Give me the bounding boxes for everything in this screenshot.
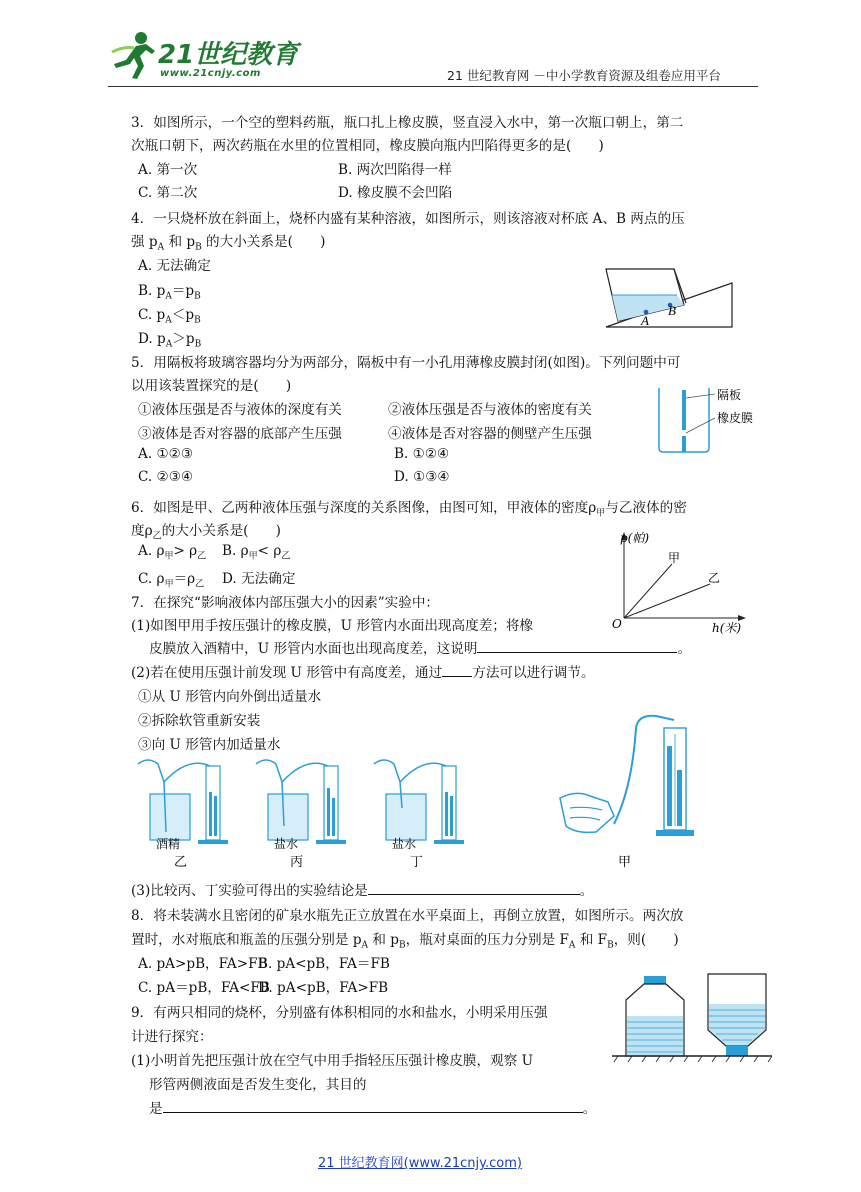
q7-option-2: ②拆除软管重新安装 [138,713,261,729]
q8-option-a: A. pA>pB，FA>FB [138,956,268,972]
q9-line2: 计进行探究： [131,1029,213,1045]
q6-origin-label: O [612,617,622,631]
q5-fig-label-partition: 隔板 [717,388,742,402]
q5-item-1: ①液体压强是否与液体的深度有关 [138,402,342,418]
footer-link[interactable]: 21 世纪教育网(www.21cnjy.com) [318,1156,522,1171]
q5-fig-label-membrane: 橡皮膜 [717,411,754,425]
q5-item-4: ④液体是否对容器的侧壁产生压强 [388,426,592,442]
q8-option-d: D. pA<pB，FA>FB [258,980,389,996]
q9-part1-blank[interactable] [163,1098,583,1113]
q4-option-a: A. 无法确定 [138,258,211,274]
q4-fig-label-a: A [641,313,649,328]
q9-part1-line3: 是 。 [149,1097,596,1117]
q6-series-yi-line [624,584,710,618]
q7-part3: (3)比较丙、丁实验可得出的实验结论是 。 [131,879,593,899]
q7-option-3: ③向 U 形管内加适量水 [138,737,281,753]
q6-option-a: A. $\rho_甲> \rho_乙$ [138,543,207,562]
header-right-text: 21 世纪教育网 －中小学教育资源及组卷应用平台 [447,68,721,83]
q5-item-2: ②液体压强是否与液体的密度有关 [388,402,592,418]
q5-item-3: ③液体是否对容器的底部产生压强 [138,426,342,442]
q3-option-d: D. 橡皮膜不会凹陷 [338,185,453,201]
logo-url: www.21cnjy.com [160,68,261,79]
q7-fig-liquid-3: 盐水 [392,837,417,851]
q5-option-b: B. ①②④ [394,446,450,462]
q7-fig-caption-ding: 丁 [410,855,424,870]
q7-apparatus-ding [374,760,464,870]
q7-fig-caption-yi: 乙 [174,855,188,870]
q9-part1-line1: (1)小明首先把压强计放在空气中用手指轻压压强计橡皮膜，观察 U [131,1053,534,1069]
q8-bottles-figure [612,970,772,1066]
q4-option-b: B. $p_A=p_B$ [138,283,201,302]
q5-option-d: D. ①③④ [394,469,450,485]
q6-pressure-depth-graph [612,528,752,638]
q8-option-c: C. pA＝pB，FA<FB [138,980,270,996]
q7-line1: 7．在探究“影响液体内部压强大小的因素”实验中： [131,595,440,611]
q9-line1: 9．有两只相同的烧杯，分别盛有体积相同的水和盐水，小明采用压强 [131,1005,548,1021]
q7-apparatus-jia [556,708,726,878]
q4-fig-label-b: B [668,303,676,318]
q6-line2: 度$\rho_乙$的大小关系是( ) [131,523,281,542]
q6-option-d: D. 无法确定 [222,571,296,587]
q7-fig-caption-jia: 甲 [618,855,632,870]
q3-option-a: A. 第一次 [138,162,198,178]
q6-series-jia-line [624,564,672,618]
q7-part3-blank[interactable] [368,880,580,895]
q6-axis-y-label: p(帕) [620,531,650,545]
q7-part2: (2)若在使用压强计前发现 U 形管中有高度差，通过 方法可以进行调节。 [131,661,595,681]
q3-option-c: C. 第二次 [138,185,198,201]
q5-container-figure [655,384,795,456]
q7-fig-liquid-2: 盐水 [274,837,299,851]
q4-line1: 4．一只烧杯放在斜面上，烧杯内盛有某种溶液，如图所示，则该溶液对杯底 A、B 两点的压 [131,211,685,227]
q4-line2: 强 $p_A$ 和 $p_B$ 的大小关系是( ) [131,234,326,253]
q5-line2: 以用该装置探究的是( ) [131,378,292,394]
q6-option-b: B. $\rho_甲< \rho_乙$ [222,543,291,562]
q9-part1-line2: 形管两侧液面是否发生变化，其目的 [149,1077,367,1093]
q7-fig-liquid-1: 酒精 [156,837,181,851]
q7-part1-line2: 皮膜放入酒精中，U 形管内水面也出现高度差，这说明 。 [149,637,691,657]
q3-line1: 3．如图所示，一个空的塑料药瓶，瓶口扎上橡皮膜，竖直浸入水中，第一次瓶口朝上，第二 [131,115,684,131]
q4-beaker-incline-figure [604,265,734,331]
q3-line2: 次瓶口朝下，两次药瓶在水里的位置相同，橡皮膜向瓶内凹陷得更多的是( ) [131,138,604,154]
q7-apparatus-yi [138,760,228,870]
q8-option-b: B. pA<pB，FA＝FB [258,956,390,972]
q8-line2: 置时，水对瓶底和瓶盖的压强分别是 $p_A$ 和 $p_B$，瓶对桌面的压力分别是 $F_A$ 和 $F_B$，则( ) [131,932,679,951]
q5-line1: 5．用隔板将玻璃容器均分为两部分，隔板中有一小孔用薄橡皮膜封闭(如图)。下列问题中可 [131,355,681,371]
q4-option-d: D. $p_A>p_B$ [138,331,202,350]
q7-part1-line1: (1)如图甲用手按压强计的橡皮膜，U 形管内水面出现高度差；将橡 [131,618,534,634]
q7-apparatus-bing [256,760,346,870]
logo-text: 21世纪教育 [158,40,299,70]
q7-option-1: ①从 U 形管内向外倒出适量水 [138,689,322,705]
header-rule [108,86,758,87]
q8-line1: 8．将未装满水且密闭的矿泉水瓶先正立放置在水平桌面上，再倒立放置，如图所示。两次放 [131,908,684,924]
q3-option-b: B. 两次凹陷得一样 [338,162,452,178]
q5-option-a: A. ①②③ [138,446,194,462]
q6-axis-x-label: h(米) [712,621,742,635]
q6-option-c: C. $\rho_甲=\rho_乙$ [138,571,205,590]
q4-option-c: C. $p_A<p_B$ [138,307,201,326]
q6-series-yi-label: 乙 [708,571,721,585]
q7-part2-blank[interactable] [442,662,472,677]
q6-series-jia-label: 甲 [668,551,681,565]
q7-part1-blank[interactable] [477,638,677,653]
q5-option-c: C. ②③④ [138,469,194,485]
q7-fig-caption-bing: 丙 [290,855,304,870]
runner-logo-icon [108,30,156,80]
q6-line1: 6．如图是甲、乙两种液体压强与深度的关系图像，由图可知，甲液体的密度$\rho_甲$与乙液体的密 [131,500,687,519]
